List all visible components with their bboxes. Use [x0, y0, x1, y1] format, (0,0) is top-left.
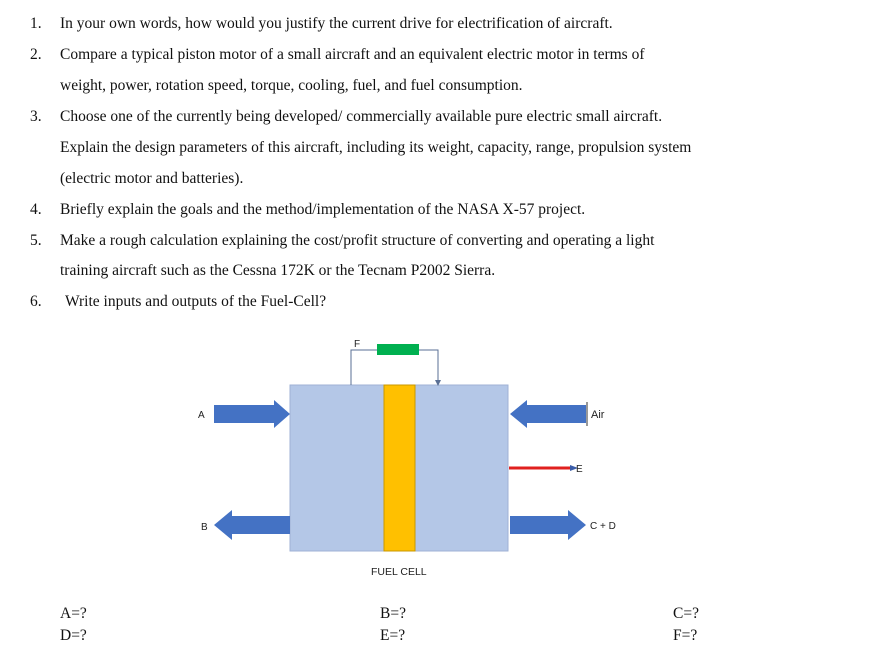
label-b: B [201, 522, 208, 533]
question-5-text-line-2: training aircraft such as the Cessna 172K or the Tecnam P2002 Sierra. [60, 262, 496, 279]
question-4-number: 4. [30, 201, 42, 218]
answer-b: B=? [380, 605, 406, 622]
electrolyte-membrane [384, 385, 415, 551]
label-f: F [354, 339, 361, 350]
question-3-text-line-3: (electric motor and batteries). [60, 170, 244, 187]
question-5-text-line-1: Make a rough calculation explaining the cost/profit structure of converting and operating a light [60, 232, 655, 249]
answer-d: D=? [60, 627, 87, 644]
label-e: E [576, 464, 583, 475]
question-5-number: 5. [30, 232, 42, 249]
question-3-text-line-2: Explain the design parameters of this aircraft, including its weight, capacity, range, propulsion system [60, 139, 692, 156]
label-cd: C + D [590, 521, 616, 532]
arrow-cd [510, 510, 586, 540]
question-6-number: 6. [30, 293, 42, 310]
question-1-text: In your own words, how would you justify the current drive for electrification of aircraft. [60, 15, 613, 32]
label-a: A [198, 410, 205, 421]
label-air: Air [591, 409, 605, 421]
question-4-text: Briefly explain the goals and the method/implementation of the NASA X-57 project. [60, 201, 586, 218]
answer-a: A=? [60, 605, 87, 622]
arrow-air [510, 400, 586, 428]
answer-c: C=? [673, 605, 699, 622]
arrow-a [214, 400, 290, 428]
answer-e: E=? [380, 627, 406, 644]
question-1-number: 1. [30, 15, 42, 32]
answer-f: F=? [673, 627, 698, 644]
load-resistor [377, 344, 419, 355]
diagram-caption: FUEL CELL [371, 566, 427, 578]
arrow-b [214, 510, 290, 540]
circuit-wire [351, 350, 438, 385]
question-2-number: 2. [30, 46, 42, 63]
question-3-number: 3. [30, 108, 42, 125]
question-2-text-line-2: weight, power, rotation speed, torque, cooling, fuel, and fuel consumption. [60, 77, 523, 94]
question-6-text: Write inputs and outputs of the Fuel-Cell? [65, 293, 327, 310]
question-3-text-line-1: Choose one of the currently being developed/ commercially available pure electric small aircraft. [60, 108, 663, 125]
question-2-text-line-1: Compare a typical piston motor of a small aircraft and an equivalent electric motor in terms of [60, 46, 645, 63]
